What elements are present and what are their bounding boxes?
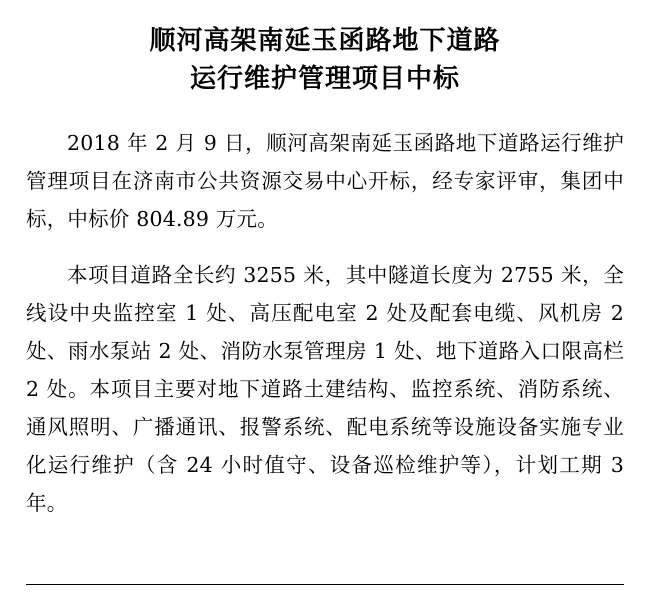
footer-divider <box>26 584 624 585</box>
document-body <box>26 124 624 522</box>
page-title <box>26 14 624 98</box>
page-title-line-2: 运行维护管理项目中标 <box>189 64 460 94</box>
page-title-line-1: 顺河高架南延玉函路地下道路 <box>149 26 501 56</box>
paragraph-1: 2018 年 2 月 9 日，顺河高架南延玉函路地下道路运行维护管理项目在济南市公共资源交易中心开标，经专家评审，集团中标，中标价 804.89 万元。 <box>26 131 624 231</box>
paragraph-2: 本项目道路全长约 3255 米，其中隧道长度为 2755 米，全线设中央监控室 1 处、高压配电室 2 处及配套电缆、风机房 2 处、雨水泵站 2 处、消防水泵管理房 1 处、地下道路入口限高栏 2 处。本项目主要对地下道路土建结构、监控系统、消防系统、通风照明、广播通讯、报警系统、配电系统等设施设备实施专业化运行维护（含 24 小时值守、设备巡检维护等），计划工期 3 年。 <box>26 263 624 515</box>
